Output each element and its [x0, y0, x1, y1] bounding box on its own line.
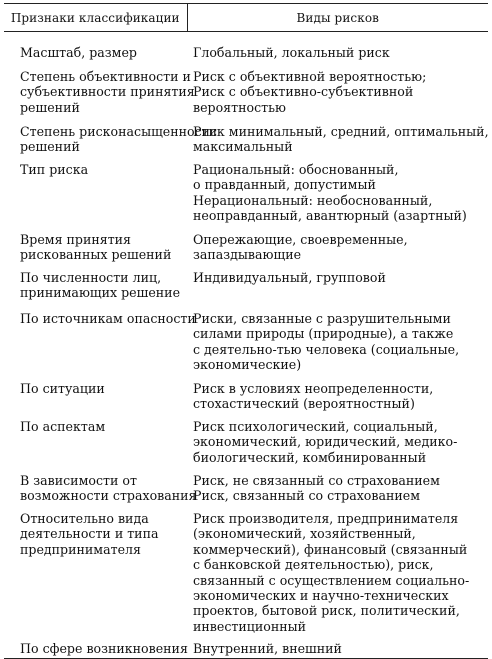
feature-cell: [4, 379, 187, 417]
risk-types-cell: [187, 471, 488, 509]
risk-line: Риск минимальный, средний, оптимальный,: [193, 124, 489, 139]
risk-types-cell: [187, 509, 488, 639]
risk-classification-table: [4, 3, 488, 659]
table-row: [4, 122, 488, 160]
table-row: [4, 268, 488, 309]
risk-line: экономических и научно-технических: [193, 588, 449, 604]
feature-line: принимающих решение: [20, 285, 181, 301]
risk-line: максимальный: [193, 139, 293, 155]
feature-line: субъективности принятия: [20, 84, 195, 100]
feature-line: предпринимателя: [20, 541, 141, 557]
risk-line: Нерациональный: необоснованный,: [193, 192, 433, 208]
header-risk-types: Виды рисков: [187, 4, 488, 32]
feature-cell: [4, 309, 196, 379]
feature-line: рискованных решений: [20, 247, 172, 263]
feature-cell: [4, 417, 187, 471]
risk-types-cell: [187, 379, 488, 417]
risk-line: Риск производителя, предпринимателя: [193, 511, 459, 526]
table-row: [4, 160, 488, 230]
feature-line: В зависимости от: [20, 473, 137, 488]
risk-line: неоправданный, авантюрный (азартный): [193, 208, 467, 224]
risk-line: Индивидуальный, групповой: [193, 270, 386, 285]
risk-line: (экономический, хозяйственный,: [193, 526, 416, 542]
risk-types-cell: [187, 639, 488, 659]
risk-line: запаздывающие: [193, 247, 302, 263]
feature-line: решений: [20, 139, 80, 155]
table-row: [4, 230, 488, 268]
feature-line: По источникам опасности: [20, 311, 196, 326]
feature-cell: [4, 639, 187, 659]
risk-line: Риск с объективной вероятностью;: [193, 69, 427, 84]
risk-types-cell: [187, 309, 488, 379]
risk-line: инвестиционный: [193, 618, 307, 634]
risk-line: о правданный, допустимый: [193, 177, 376, 193]
feature-cell: [4, 268, 187, 309]
feature-cell: [4, 509, 187, 639]
feature-cell: [4, 67, 195, 122]
risk-line: связанный с осуществлением социально-: [193, 572, 470, 588]
risk-line: экономический, юридический, медико-: [193, 434, 458, 450]
risk-line: проектов, бытовой риск, политический,: [193, 603, 460, 619]
risk-line: с деятельно-тью человека (социальные,: [193, 341, 460, 357]
feature-line: Время принятия: [20, 232, 132, 247]
risk-line: Глобальный, локальный риск: [193, 45, 390, 60]
feature-line: Степень рисконасыщенности: [20, 124, 218, 139]
table-row: [4, 417, 488, 471]
feature-cell: [4, 122, 218, 160]
risk-line: биологический, комбинированный: [193, 449, 427, 465]
feature-line: решений: [20, 99, 80, 115]
risk-line: Рациональный: обоснованный,: [193, 162, 399, 177]
risk-line: экономические): [193, 357, 302, 373]
feature-line: По аспектам: [20, 419, 106, 434]
risk-line: силами природы (природные), а также: [193, 326, 454, 342]
table-row: [4, 639, 488, 659]
header-classification-features: Признаки классификации: [4, 4, 187, 32]
risk-line: Опережающие, своевременные,: [193, 232, 408, 247]
risk-types-cell: [187, 122, 488, 160]
feature-cell: [4, 160, 187, 230]
risk-line: Риск психологический, социальный,: [193, 419, 438, 434]
table-row: [4, 471, 488, 509]
feature-line: Степень объективности и: [20, 69, 191, 84]
risk-line: вероятностью: [193, 99, 286, 115]
table-row: [4, 379, 488, 417]
risk-types-cell: [187, 417, 488, 471]
table-row: [4, 309, 488, 379]
risk-line: коммерческий), финансовый (связанный: [193, 541, 468, 557]
risk-line: Риск, не связанный со страхованием: [193, 473, 440, 488]
risk-types-cell: [187, 230, 488, 268]
risk-line: Внутренний, внешний: [193, 641, 342, 656]
risk-line: Риски, связанные с разрушительными: [193, 311, 451, 326]
risk-types-cell: [187, 160, 488, 230]
risk-line: Риск в условиях неопределенности,: [193, 381, 434, 396]
risk-line: Риск, связанный со страхованием: [193, 488, 421, 504]
feature-line: возможности страхования: [20, 488, 197, 504]
feature-cell: [4, 32, 187, 68]
risk-line: Риск с объективно-субъективной: [193, 84, 414, 100]
feature-cell: [4, 230, 187, 268]
feature-cell: [4, 471, 197, 509]
risk-line: стохастический (вероятностный): [193, 396, 415, 412]
feature-line: По сфере возникновения: [20, 641, 188, 656]
feature-line: Масштаб, размер: [20, 45, 137, 60]
risk-line: с банковской деятельностью), риск,: [193, 557, 434, 573]
risk-types-cell: [187, 32, 488, 68]
risk-types-cell: [187, 67, 488, 122]
feature-line: Относительно вида: [20, 511, 149, 526]
feature-line: деятельности и типа: [20, 526, 159, 542]
table-row: [4, 509, 488, 639]
feature-line: Тип риска: [20, 162, 89, 177]
table-row: [4, 32, 488, 68]
feature-line: По численности лиц,: [20, 270, 162, 285]
table-header-row: [4, 4, 488, 32]
feature-line: По ситуации: [20, 381, 105, 396]
table-row: [4, 67, 488, 122]
risk-types-cell: [187, 268, 488, 309]
